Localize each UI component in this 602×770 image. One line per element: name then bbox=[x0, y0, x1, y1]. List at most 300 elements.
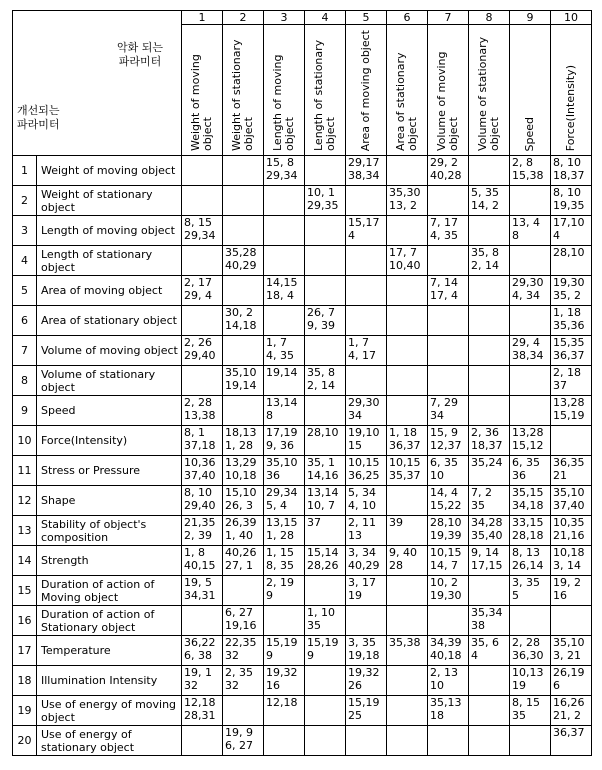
matrix-cell: 5, 35 14, 2 bbox=[469, 186, 510, 216]
matrix-cell: 7, 17 4, 35 bbox=[428, 216, 469, 246]
table-row bbox=[13, 456, 592, 486]
matrix-cell bbox=[346, 726, 387, 756]
row-label: Volume of stationary object bbox=[37, 366, 182, 396]
matrix-cell: 19, 9 6, 27 bbox=[223, 726, 264, 756]
matrix-cell: 13,14 10, 7 bbox=[305, 486, 346, 516]
matrix-cell: 30, 2 14,18 bbox=[223, 306, 264, 336]
matrix-cell bbox=[469, 396, 510, 426]
matrix-cell: 19,32 16 bbox=[264, 666, 305, 696]
matrix-cell: 2, 26 29,40 bbox=[182, 336, 223, 366]
matrix-cell: 10,15 36,25 bbox=[346, 456, 387, 486]
table-row bbox=[13, 156, 592, 186]
matrix-cell: 35, 8 2, 14 bbox=[469, 246, 510, 276]
worsening-label-line1: 악화 되는 bbox=[117, 41, 164, 54]
matrix-cell bbox=[223, 156, 264, 186]
row-number: 6 bbox=[13, 306, 37, 336]
matrix-cell bbox=[223, 576, 264, 606]
matrix-cell bbox=[428, 366, 469, 396]
table-row bbox=[13, 726, 592, 756]
column-label: Weight of stationary object bbox=[230, 39, 255, 151]
matrix-cell bbox=[305, 396, 346, 426]
matrix-cell: 15,17 4 bbox=[346, 216, 387, 246]
matrix-cell: 1, 8 40,15 bbox=[182, 546, 223, 576]
matrix-cell: 35,38 bbox=[387, 636, 428, 666]
matrix-cell bbox=[510, 606, 551, 636]
matrix-cell: 40,26 27, 1 bbox=[223, 546, 264, 576]
table-row bbox=[13, 546, 592, 576]
matrix-cell: 34,39 40,18 bbox=[428, 636, 469, 666]
matrix-cell: 37 bbox=[305, 516, 346, 546]
matrix-cell bbox=[223, 276, 264, 306]
column-label: Volume of moving object bbox=[435, 51, 460, 151]
matrix-cell bbox=[223, 696, 264, 726]
matrix-cell bbox=[346, 306, 387, 336]
matrix-cell: 29,17 38,34 bbox=[346, 156, 387, 186]
matrix-cell: 26,19 6 bbox=[551, 666, 592, 696]
matrix-cell: 2, 18 37 bbox=[551, 366, 592, 396]
matrix-cell: 2, 28 36,30 bbox=[510, 636, 551, 666]
contradiction-matrix-table bbox=[12, 10, 592, 756]
matrix-cell: 8, 10 19,35 bbox=[551, 186, 592, 216]
matrix-cell bbox=[223, 216, 264, 246]
row-number: 15 bbox=[13, 576, 37, 606]
matrix-cell: 2, 36 18,37 bbox=[469, 426, 510, 456]
row-number: 8 bbox=[13, 366, 37, 396]
matrix-cell: 35,24 bbox=[469, 456, 510, 486]
matrix-cell: 15, 9 12,37 bbox=[428, 426, 469, 456]
column-header-7 bbox=[428, 25, 469, 156]
matrix-cell bbox=[182, 606, 223, 636]
matrix-cell: 34,28 35,40 bbox=[469, 516, 510, 546]
column-label: Area of moving object bbox=[359, 29, 372, 151]
matrix-cell bbox=[305, 576, 346, 606]
column-label: Area of stationary object bbox=[394, 52, 419, 151]
row-label: Stability of object's composition bbox=[37, 516, 182, 546]
matrix-cell bbox=[387, 216, 428, 246]
table-row bbox=[13, 276, 592, 306]
row-label: Duration of action of Stationary object bbox=[37, 606, 182, 636]
matrix-cell: 21,35 2, 39 bbox=[182, 516, 223, 546]
matrix-cell: 8, 15 29,34 bbox=[182, 216, 223, 246]
table-row bbox=[13, 636, 592, 666]
matrix-cell: 10, 2 19,30 bbox=[428, 576, 469, 606]
matrix-cell: 13,15 1, 28 bbox=[264, 516, 305, 546]
matrix-cell bbox=[264, 246, 305, 276]
matrix-cell bbox=[469, 366, 510, 396]
matrix-cell: 8, 15 35 bbox=[510, 696, 551, 726]
matrix-cell: 36,37 bbox=[551, 726, 592, 756]
matrix-cell: 18,13 1, 28 bbox=[223, 426, 264, 456]
matrix-cell bbox=[469, 666, 510, 696]
column-number-9: 9 bbox=[510, 11, 551, 25]
matrix-cell: 8, 10 18,37 bbox=[551, 156, 592, 186]
matrix-cell: 3, 35 19,18 bbox=[346, 636, 387, 666]
column-header-6 bbox=[387, 25, 428, 156]
matrix-cell: 35,15 34,18 bbox=[510, 486, 551, 516]
matrix-cell bbox=[305, 336, 346, 366]
corner-header-cell bbox=[13, 11, 182, 156]
contradiction-matrix-container bbox=[12, 10, 592, 756]
table-row bbox=[13, 186, 592, 216]
table-row bbox=[13, 606, 592, 636]
matrix-cell bbox=[469, 306, 510, 336]
matrix-cell: 2, 8 15,38 bbox=[510, 156, 551, 186]
column-label: Length of stationary object bbox=[312, 39, 337, 151]
matrix-cell: 10,13 19 bbox=[510, 666, 551, 696]
table-row bbox=[13, 396, 592, 426]
matrix-cell: 29,34 5, 4 bbox=[264, 486, 305, 516]
matrix-cell bbox=[305, 696, 346, 726]
matrix-cell bbox=[264, 726, 305, 756]
column-number-7: 7 bbox=[428, 11, 469, 25]
row-number: 16 bbox=[13, 606, 37, 636]
row-label: Weight of stationary object bbox=[37, 186, 182, 216]
column-label: Speed bbox=[523, 116, 536, 151]
matrix-cell: 10,36 37,40 bbox=[182, 456, 223, 486]
matrix-cell: 17, 7 10,40 bbox=[387, 246, 428, 276]
matrix-cell bbox=[510, 186, 551, 216]
row-label: Volume of moving object bbox=[37, 336, 182, 366]
matrix-cell: 2, 19 9 bbox=[264, 576, 305, 606]
matrix-cell: 9, 14 17,15 bbox=[469, 546, 510, 576]
matrix-cell: 29,30 34 bbox=[346, 396, 387, 426]
matrix-cell: 2, 11 13 bbox=[346, 516, 387, 546]
matrix-cell bbox=[387, 576, 428, 606]
matrix-cell: 36,22 6, 38 bbox=[182, 636, 223, 666]
row-number: 1 bbox=[13, 156, 37, 186]
matrix-cell bbox=[510, 306, 551, 336]
matrix-cell: 35,10 3, 21 bbox=[551, 636, 592, 666]
table-row bbox=[13, 576, 592, 606]
matrix-cell: 13,28 15,19 bbox=[551, 396, 592, 426]
row-label: Stress or Pressure bbox=[37, 456, 182, 486]
matrix-cell bbox=[264, 606, 305, 636]
matrix-cell bbox=[346, 186, 387, 216]
matrix-cell: 13, 4 8 bbox=[510, 216, 551, 246]
column-number-4: 4 bbox=[305, 11, 346, 25]
matrix-cell bbox=[182, 366, 223, 396]
matrix-cell bbox=[387, 486, 428, 516]
matrix-cell bbox=[469, 216, 510, 246]
matrix-cell: 10,18 3, 14 bbox=[551, 546, 592, 576]
matrix-cell bbox=[223, 396, 264, 426]
row-label: Area of stationary object bbox=[37, 306, 182, 336]
row-number: 9 bbox=[13, 396, 37, 426]
matrix-cell: 22,35 32 bbox=[223, 636, 264, 666]
matrix-cell: 35,13 18 bbox=[428, 696, 469, 726]
row-number: 4 bbox=[13, 246, 37, 276]
matrix-cell: 15,10 26, 3 bbox=[223, 486, 264, 516]
matrix-cell: 19, 5 34,31 bbox=[182, 576, 223, 606]
row-number: 3 bbox=[13, 216, 37, 246]
worsening-parameter-label bbox=[117, 41, 163, 69]
matrix-cell: 3, 17 19 bbox=[346, 576, 387, 606]
row-number: 20 bbox=[13, 726, 37, 756]
matrix-cell: 3, 34 40,29 bbox=[346, 546, 387, 576]
matrix-cell: 7, 2 35 bbox=[469, 486, 510, 516]
matrix-cell: 13,14 8 bbox=[264, 396, 305, 426]
table-row bbox=[13, 336, 592, 366]
matrix-cell bbox=[510, 246, 551, 276]
matrix-cell: 35, 8 2, 14 bbox=[305, 366, 346, 396]
matrix-cell bbox=[387, 156, 428, 186]
matrix-cell: 29, 4 38,34 bbox=[510, 336, 551, 366]
matrix-cell bbox=[428, 246, 469, 276]
column-header-9 bbox=[510, 25, 551, 156]
matrix-cell: 19,32 26 bbox=[346, 666, 387, 696]
column-number-6: 6 bbox=[387, 11, 428, 25]
matrix-cell: 15,19 25 bbox=[346, 696, 387, 726]
improving-label-line2: 파라미터 bbox=[17, 118, 60, 131]
matrix-cell bbox=[510, 396, 551, 426]
matrix-cell: 17,19 9, 36 bbox=[264, 426, 305, 456]
column-number-1: 1 bbox=[182, 11, 223, 25]
table-row bbox=[13, 246, 592, 276]
row-number: 19 bbox=[13, 696, 37, 726]
matrix-cell: 35,30 13, 2 bbox=[387, 186, 428, 216]
matrix-cell: 35,10 37,40 bbox=[551, 486, 592, 516]
row-number: 5 bbox=[13, 276, 37, 306]
matrix-cell bbox=[182, 306, 223, 336]
row-label: Shape bbox=[37, 486, 182, 516]
matrix-cell bbox=[469, 336, 510, 366]
matrix-cell: 10,15 35,37 bbox=[387, 456, 428, 486]
row-label: Temperature bbox=[37, 636, 182, 666]
matrix-cell bbox=[346, 606, 387, 636]
matrix-cell: 1, 18 35,36 bbox=[551, 306, 592, 336]
column-number-row bbox=[13, 11, 592, 25]
worsening-label-line2: 파라미터 bbox=[118, 55, 162, 68]
matrix-cell: 16,26 21, 2 bbox=[551, 696, 592, 726]
matrix-cell: 14, 4 15,22 bbox=[428, 486, 469, 516]
matrix-cell bbox=[469, 276, 510, 306]
matrix-cell: 6, 35 10 bbox=[428, 456, 469, 486]
table-row bbox=[13, 426, 592, 456]
matrix-cell: 10,15 14, 7 bbox=[428, 546, 469, 576]
matrix-cell bbox=[305, 246, 346, 276]
matrix-cell: 29,30 4, 34 bbox=[510, 276, 551, 306]
matrix-cell: 19, 1 32 bbox=[182, 666, 223, 696]
matrix-cell: 2, 35 32 bbox=[223, 666, 264, 696]
matrix-cell: 1, 7 4, 17 bbox=[346, 336, 387, 366]
matrix-cell: 35,34 38 bbox=[469, 606, 510, 636]
matrix-cell: 15, 8 29,34 bbox=[264, 156, 305, 186]
matrix-cell: 19,14 bbox=[264, 366, 305, 396]
matrix-cell bbox=[387, 666, 428, 696]
matrix-cell: 2, 13 10 bbox=[428, 666, 469, 696]
matrix-cell: 8, 13 26,14 bbox=[510, 546, 551, 576]
matrix-cell: 35, 1 14,16 bbox=[305, 456, 346, 486]
matrix-cell: 35,28 40,29 bbox=[223, 246, 264, 276]
matrix-cell bbox=[305, 726, 346, 756]
column-number-10: 10 bbox=[551, 11, 592, 25]
table-row bbox=[13, 366, 592, 396]
matrix-cell bbox=[182, 246, 223, 276]
matrix-cell bbox=[182, 186, 223, 216]
matrix-cell bbox=[346, 366, 387, 396]
matrix-cell: 12,18 bbox=[264, 696, 305, 726]
matrix-cell: 26, 7 9, 39 bbox=[305, 306, 346, 336]
matrix-cell bbox=[305, 156, 346, 186]
matrix-cell bbox=[305, 666, 346, 696]
matrix-cell bbox=[469, 696, 510, 726]
row-number: 11 bbox=[13, 456, 37, 486]
matrix-cell: 35,10 19,14 bbox=[223, 366, 264, 396]
column-header-3 bbox=[264, 25, 305, 156]
matrix-cell: 19, 2 16 bbox=[551, 576, 592, 606]
matrix-cell bbox=[469, 156, 510, 186]
column-header-8 bbox=[469, 25, 510, 156]
column-header-1 bbox=[182, 25, 223, 156]
improving-label-line1: 개선되는 bbox=[17, 104, 60, 117]
column-header-2 bbox=[223, 25, 264, 156]
matrix-cell: 1, 10 35 bbox=[305, 606, 346, 636]
matrix-cell bbox=[428, 336, 469, 366]
row-number: 7 bbox=[13, 336, 37, 366]
column-label: Volume of stationary object bbox=[476, 36, 501, 151]
matrix-cell bbox=[428, 186, 469, 216]
matrix-cell: 7, 29 34 bbox=[428, 396, 469, 426]
column-number-2: 2 bbox=[223, 11, 264, 25]
matrix-cell: 17,10 4 bbox=[551, 216, 592, 246]
matrix-cell: 6, 35 36 bbox=[510, 456, 551, 486]
matrix-cell: 29, 2 40,28 bbox=[428, 156, 469, 186]
matrix-cell bbox=[510, 726, 551, 756]
matrix-cell: 35, 6 4 bbox=[469, 636, 510, 666]
matrix-cell: 1, 18 36,37 bbox=[387, 426, 428, 456]
matrix-cell: 19,10 15 bbox=[346, 426, 387, 456]
table-row bbox=[13, 216, 592, 246]
table-row bbox=[13, 696, 592, 726]
matrix-cell bbox=[182, 156, 223, 186]
matrix-cell: 7, 14 17, 4 bbox=[428, 276, 469, 306]
matrix-cell: 3, 35 5 bbox=[510, 576, 551, 606]
column-number-5: 5 bbox=[346, 11, 387, 25]
matrix-cell bbox=[551, 426, 592, 456]
matrix-cell bbox=[305, 276, 346, 306]
matrix-cell: 8, 10 29,40 bbox=[182, 486, 223, 516]
matrix-cell bbox=[387, 396, 428, 426]
row-label: Length of stationary object bbox=[37, 246, 182, 276]
column-number-3: 3 bbox=[264, 11, 305, 25]
row-number: 12 bbox=[13, 486, 37, 516]
matrix-cell bbox=[387, 366, 428, 396]
column-header-5 bbox=[346, 25, 387, 156]
column-number-8: 8 bbox=[469, 11, 510, 25]
column-header-10 bbox=[551, 25, 592, 156]
row-number: 18 bbox=[13, 666, 37, 696]
row-label: Use of energy of moving object bbox=[37, 696, 182, 726]
matrix-cell bbox=[182, 726, 223, 756]
matrix-cell: 13,28 15,12 bbox=[510, 426, 551, 456]
matrix-cell bbox=[305, 216, 346, 246]
matrix-cell bbox=[346, 276, 387, 306]
matrix-cell: 15,35 36,37 bbox=[551, 336, 592, 366]
row-label: Weight of moving object bbox=[37, 156, 182, 186]
matrix-cell: 6, 27 19,16 bbox=[223, 606, 264, 636]
improving-parameter-label bbox=[17, 104, 60, 132]
matrix-cell bbox=[428, 726, 469, 756]
matrix-cell: 28,10 19,39 bbox=[428, 516, 469, 546]
table-row bbox=[13, 486, 592, 516]
matrix-cell: 8, 1 37,18 bbox=[182, 426, 223, 456]
matrix-cell: 14,15 18, 4 bbox=[264, 276, 305, 306]
row-label: Speed bbox=[37, 396, 182, 426]
row-number: 17 bbox=[13, 636, 37, 666]
matrix-cell bbox=[387, 276, 428, 306]
matrix-body bbox=[13, 156, 592, 756]
row-label: Area of moving object bbox=[37, 276, 182, 306]
matrix-cell: 10,35 21,16 bbox=[551, 516, 592, 546]
matrix-cell bbox=[469, 726, 510, 756]
matrix-cell: 1, 7 4, 35 bbox=[264, 336, 305, 366]
matrix-cell bbox=[264, 306, 305, 336]
table-row bbox=[13, 516, 592, 546]
matrix-cell: 26,39 1, 40 bbox=[223, 516, 264, 546]
matrix-cell: 15,14 28,26 bbox=[305, 546, 346, 576]
matrix-cell: 28,10 bbox=[305, 426, 346, 456]
row-label: Use of energy of stationary object bbox=[37, 726, 182, 756]
table-row bbox=[13, 666, 592, 696]
matrix-cell bbox=[387, 726, 428, 756]
row-number: 10 bbox=[13, 426, 37, 456]
matrix-cell: 19,30 35, 2 bbox=[551, 276, 592, 306]
matrix-cell bbox=[469, 576, 510, 606]
column-label: Length of moving object bbox=[271, 54, 296, 151]
matrix-cell: 36,35 21 bbox=[551, 456, 592, 486]
row-label: Strength bbox=[37, 546, 182, 576]
table-row bbox=[13, 306, 592, 336]
matrix-cell: 28,10 bbox=[551, 246, 592, 276]
matrix-cell bbox=[264, 216, 305, 246]
column-header-4 bbox=[305, 25, 346, 156]
matrix-cell: 15,19 9 bbox=[305, 636, 346, 666]
row-label: Force(Intensity) bbox=[37, 426, 182, 456]
matrix-cell bbox=[264, 186, 305, 216]
matrix-cell: 9, 40 28 bbox=[387, 546, 428, 576]
row-label: Illumination Intensity bbox=[37, 666, 182, 696]
matrix-cell bbox=[223, 336, 264, 366]
matrix-cell bbox=[387, 336, 428, 366]
matrix-cell bbox=[387, 696, 428, 726]
matrix-cell: 39 bbox=[387, 516, 428, 546]
matrix-cell: 10, 1 29,35 bbox=[305, 186, 346, 216]
matrix-cell: 2, 28 13,38 bbox=[182, 396, 223, 426]
matrix-cell bbox=[346, 246, 387, 276]
column-label: Weight of moving object bbox=[189, 54, 214, 151]
matrix-cell: 35,10 36 bbox=[264, 456, 305, 486]
matrix-cell bbox=[510, 366, 551, 396]
matrix-cell: 2, 17 29, 4 bbox=[182, 276, 223, 306]
matrix-cell bbox=[223, 186, 264, 216]
matrix-cell: 1, 15 8, 35 bbox=[264, 546, 305, 576]
matrix-cell: 15,19 9 bbox=[264, 636, 305, 666]
matrix-cell: 5, 34 4, 10 bbox=[346, 486, 387, 516]
matrix-cell bbox=[428, 306, 469, 336]
row-label: Duration of action of Moving object bbox=[37, 576, 182, 606]
matrix-cell bbox=[551, 606, 592, 636]
row-number: 2 bbox=[13, 186, 37, 216]
matrix-cell bbox=[387, 606, 428, 636]
matrix-cell bbox=[387, 306, 428, 336]
row-label: Length of moving object bbox=[37, 216, 182, 246]
matrix-cell: 12,18 28,31 bbox=[182, 696, 223, 726]
matrix-cell: 13,29 10,18 bbox=[223, 456, 264, 486]
matrix-cell: 33,15 28,18 bbox=[510, 516, 551, 546]
matrix-cell bbox=[428, 606, 469, 636]
column-label: Force(Intensity) bbox=[564, 64, 577, 151]
row-number: 13 bbox=[13, 516, 37, 546]
